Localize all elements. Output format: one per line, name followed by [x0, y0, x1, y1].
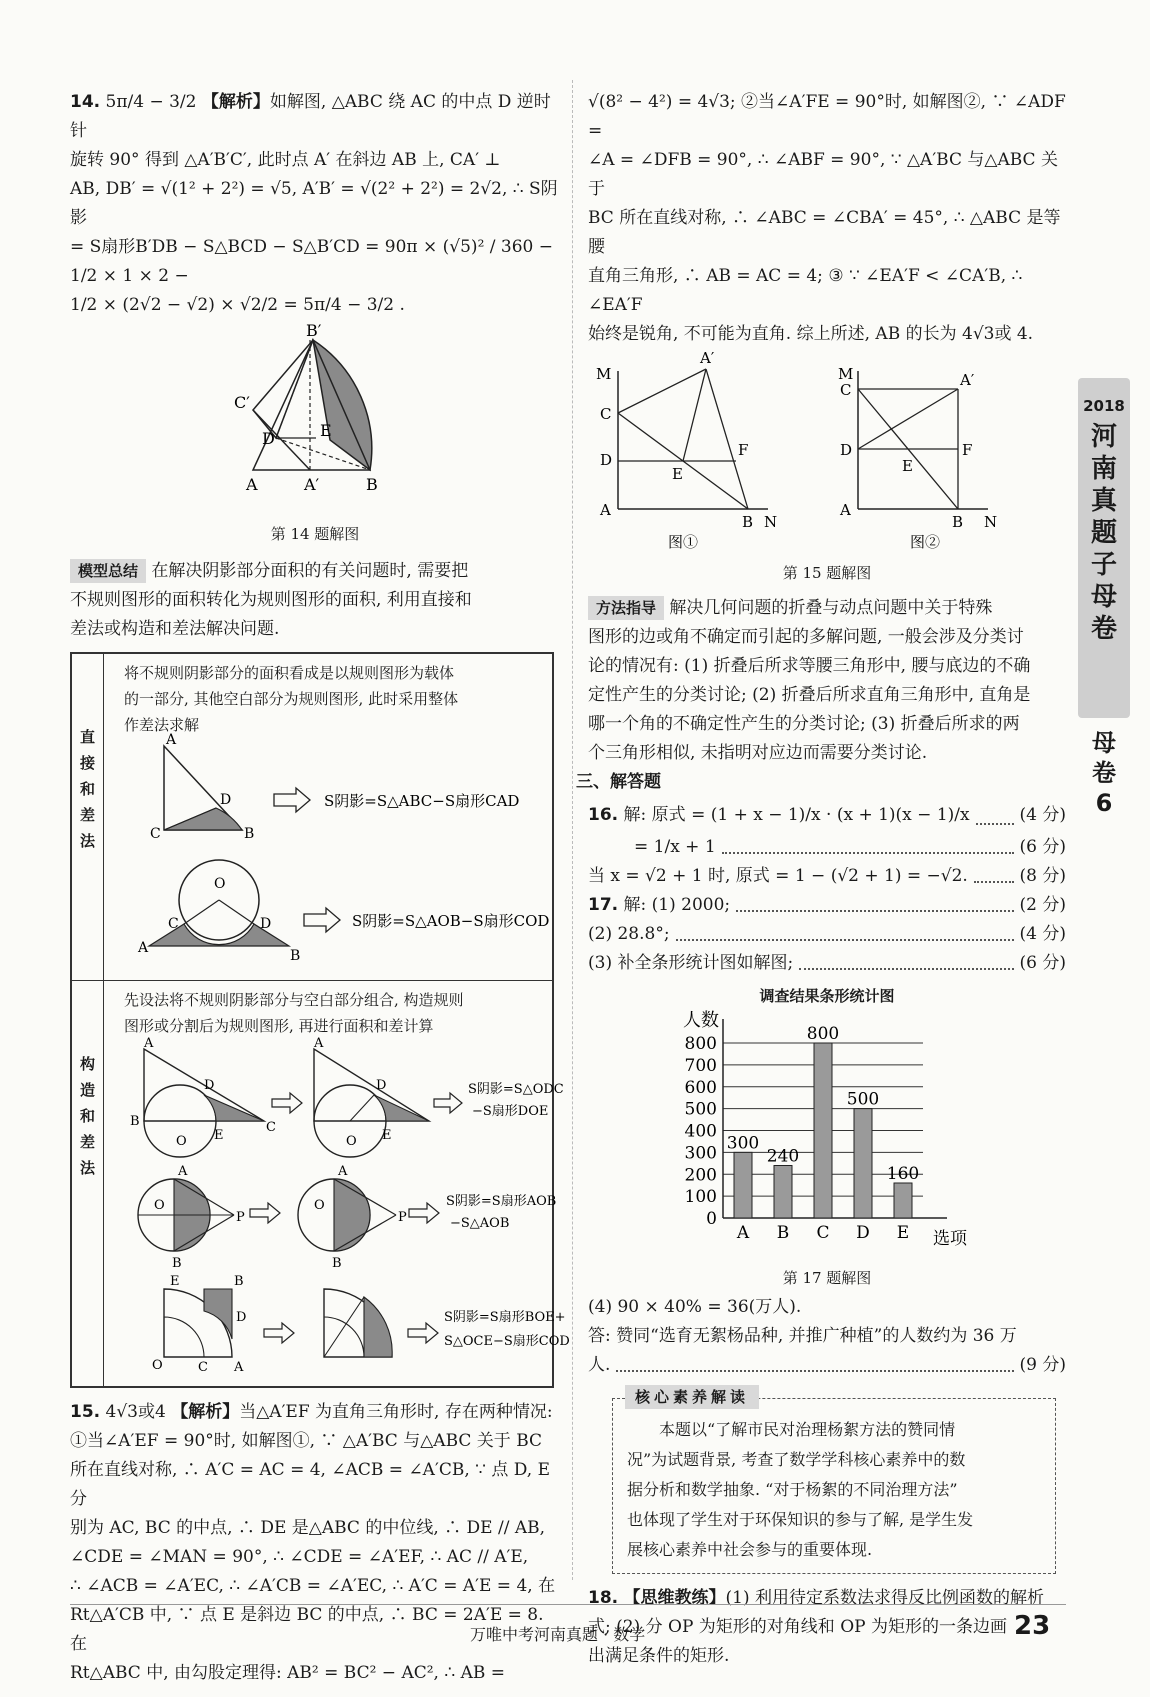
- q14-label-D: D: [262, 429, 275, 448]
- svg-text:D: D: [236, 1310, 247, 1325]
- chart-ytick-label: 0: [706, 1209, 717, 1229]
- row2-formula2a: S阴影=S扇形AOB: [446, 1194, 557, 1209]
- q16-score1: (4 分): [1019, 805, 1066, 825]
- method-text6: 个三角形相似, 未指明对应边而需要分类讨论.: [588, 743, 928, 763]
- q17-score6: (9 分): [1019, 1355, 1066, 1375]
- side-sub-char: 卷: [1092, 759, 1116, 787]
- core-text3: 据分析和数学抽象. “对于杨絮的不同治理方法”: [627, 1480, 958, 1499]
- chart-bar: [854, 1109, 872, 1218]
- svg-text:B: B: [952, 513, 964, 531]
- chart-ytick-label: 800: [684, 1034, 717, 1054]
- row1-formula1: S阴影=S△ABC−S扇形CAD: [324, 792, 520, 810]
- svg-text:N: N: [764, 513, 778, 531]
- svg-text:A: A: [314, 1036, 324, 1051]
- svg-text:O: O: [314, 1198, 325, 1213]
- core-text4: 也体现了学生对于环保知识的参与了解, 是学生发: [627, 1510, 974, 1529]
- svg-text:D: D: [220, 792, 232, 808]
- model-summary: [70, 557, 560, 644]
- svg-text:P: P: [236, 1210, 245, 1225]
- q15-line3: 所在直线对称, ∴ A′C = AC = 4, ∠ACB = ∠A′CB, ∵ 点 D, E 分: [70, 1460, 550, 1509]
- row2-formula1a: S阴影=S△ODC: [468, 1082, 564, 1097]
- model-summary-tag: 模型总结: [70, 559, 146, 583]
- svg-text:A′: A′: [960, 371, 975, 389]
- q17-score2: (4 分): [1019, 924, 1066, 944]
- svg-text:F: F: [738, 441, 749, 459]
- q17-caption: 第 17 题解图: [782, 1269, 872, 1287]
- q17-score1: (2 分): [1019, 895, 1066, 915]
- footer-brand: 万唯中考河南真题 · 数学: [470, 1625, 646, 1644]
- svg-text:D: D: [376, 1078, 387, 1093]
- svg-text:P: P: [398, 1210, 407, 1225]
- row1-label-char: 法: [79, 832, 95, 850]
- side-subtab: [1078, 728, 1130, 818]
- q17-number: 17.: [588, 895, 619, 915]
- chart-ytick-label: 700: [684, 1055, 717, 1076]
- svg-text:C: C: [840, 381, 852, 399]
- page-number: 23: [1014, 1611, 1051, 1641]
- chart-xtick-label: B: [776, 1223, 790, 1243]
- svg-text:B: B: [290, 948, 301, 964]
- row2-label-char: 和: [79, 1107, 95, 1125]
- chart-xtick-label: C: [816, 1223, 830, 1243]
- svg-text:O: O: [154, 1198, 165, 1213]
- q14-label-Cp: C′: [234, 393, 250, 412]
- q15-line8: Rt△ABC 中, 由勾股定理得: AB² = BC² − AC², ∴ AB =: [70, 1663, 506, 1683]
- svg-text:O: O: [152, 1358, 163, 1373]
- q17-line3: (3) 补全条形统计图如解图;: [588, 953, 794, 973]
- section-heading: 三、解答题: [576, 772, 661, 792]
- q17-line2: (2) 28.8°;: [588, 924, 670, 944]
- q14-figure: [70, 320, 560, 510]
- row1-formula2: S阴影=S△AOB−S扇形COD: [352, 912, 550, 930]
- method-text4: 定性产生的分类讨论; (2) 折叠后所求直角三角形中, 直角是: [588, 685, 1031, 705]
- q14-label-Ap: A′: [304, 475, 320, 494]
- svg-text:D: D: [600, 451, 613, 469]
- chart-data-label: 160: [886, 1164, 920, 1184]
- model-summary-text2: 不规则图形的面积转化为规则图形的面积, 利用直接和: [70, 590, 472, 610]
- chart-xtick-label: A: [736, 1223, 750, 1243]
- chart-ytick-label: 400: [684, 1121, 717, 1142]
- row2-label-char: 法: [79, 1159, 95, 1177]
- chart-data-label: 300: [726, 1133, 760, 1154]
- chart-bar: [814, 1043, 832, 1218]
- method-tag: 方法指导: [588, 596, 664, 620]
- q15-rline4: 直角三角形, ∴ AB = AC = 4; ③ ∵ ∠EA′F < ∠CA′B, ∴ ∠EA′F: [588, 266, 1023, 315]
- q15-rline5: 始终是锐角, 不可能为直角. 综上所述, AB 的长为 4√3或 4.: [588, 324, 1034, 344]
- q15-answer: 4√3或4: [105, 1402, 166, 1422]
- side-sub-char: 6: [1095, 789, 1113, 817]
- svg-text:E: E: [672, 465, 683, 483]
- row1-text3: 作差法求解: [124, 716, 200, 734]
- core-literacy-box: [612, 1388, 1056, 1574]
- side-title-char: 真: [1090, 486, 1117, 516]
- chart-bar: [894, 1183, 912, 1218]
- core-text2: 况”为试题背景, 考查了数学学科核心素养中的数: [627, 1450, 966, 1469]
- q17-score3: (6 分): [1019, 953, 1066, 973]
- side-title-char: 母: [1090, 582, 1117, 612]
- row2-label-char: 造: [79, 1081, 95, 1099]
- side-title-char: 题: [1090, 518, 1117, 548]
- row2-text1: 先设法将不规则阴影部分与空白部分组合, 构造规则: [124, 991, 464, 1009]
- column-divider: [572, 80, 573, 1580]
- svg-text:A: A: [178, 1164, 188, 1179]
- chart-xlabel: 选项: [933, 1229, 967, 1249]
- q18-line3: 出满足条件的矩形.: [588, 1646, 730, 1666]
- svg-text:E: E: [170, 1274, 180, 1289]
- row2-body: [104, 981, 570, 1388]
- q15-fig2-caption: 图②: [910, 533, 941, 551]
- side-title-char: 卷: [1090, 614, 1117, 644]
- row1-label-char: 接: [79, 754, 95, 772]
- q18-line1: (1) 利用待定系数法求得反比例函数的解析: [725, 1588, 1045, 1608]
- q16: [588, 797, 1066, 891]
- svg-text:B: B: [742, 513, 754, 531]
- model-summary-text1: 在解决阴影部分面积的有关问题时, 需要把: [151, 561, 469, 581]
- chart-ytick-label: 300: [684, 1143, 717, 1164]
- chart-ytick-label: 200: [684, 1165, 717, 1186]
- svg-text:O: O: [346, 1134, 357, 1149]
- row2-formula3b: S△OCE−S扇形COD: [444, 1334, 570, 1349]
- chart-ytick-label: 600: [684, 1077, 717, 1098]
- q16-line1: 解: 原式 = (1 + x − 1)/x · (x + 1)(x − 1)/x: [623, 805, 970, 825]
- q14-caption: 第 14 题解图: [270, 525, 360, 543]
- chart-xtick-label: D: [856, 1223, 870, 1243]
- row1-text1: 将不规则阴影部分的面积看成是以规则图形为载体: [124, 664, 455, 682]
- q15-rline1: √(8² − 4²) = 4√3; ②当∠A′FE = 90°时, 如解图②, ∵ ∠ADF =: [588, 92, 1066, 141]
- method-guide: [588, 594, 1066, 768]
- q14-line4: = S扇形B′DB − S△BCD − S△B′CD = 90π × (√5)² / 360 − 1/2 × 1 × 2 −: [70, 237, 554, 286]
- row1-label-char: 和: [79, 780, 95, 798]
- svg-text:D: D: [204, 1078, 215, 1093]
- chart-xtick-label: E: [896, 1223, 910, 1243]
- q14-line2: 旋转 90° 得到 △A′B′C′, 此时点 A′ 在斜边 AB 上, CA′ ⊥: [70, 150, 501, 170]
- q14: [70, 88, 560, 549]
- chart-data-label: 500: [846, 1089, 880, 1110]
- row2-figures: [124, 1036, 570, 1375]
- svg-text:A: A: [166, 732, 177, 748]
- q14-line3: AB, DB′ = √(1² + 2²) = √5, A′B′ = √(2² + 2²) = 2√2, ∴ S阴影: [70, 179, 558, 228]
- chart-ytick-label: 500: [684, 1099, 717, 1120]
- chart-bar: [774, 1166, 792, 1219]
- chart-ylabel: 人数: [683, 1010, 719, 1031]
- side-sub-char: 母: [1092, 729, 1116, 757]
- svg-text:A′: A′: [700, 349, 715, 367]
- row1-label: [71, 653, 104, 981]
- right-column: [576, 88, 1066, 1671]
- q17-line6: 人.: [588, 1355, 611, 1375]
- svg-text:C: C: [600, 405, 612, 423]
- chart-data-label: 800: [806, 1024, 840, 1044]
- q15-rline2: ∠A = ∠DFB = 90°, ∴ ∠ABF = 90°, ∵ △A′BC 与△ABC 关于: [588, 150, 1058, 199]
- svg-text:B: B: [130, 1114, 140, 1129]
- q14-tag: 【解析】: [201, 92, 270, 112]
- footer: [0, 1612, 1150, 1652]
- svg-text:D: D: [840, 441, 853, 459]
- bar-chart: [588, 978, 1066, 1270]
- svg-text:C: C: [198, 1360, 208, 1375]
- method-text1: 解决几何问题的折叠与动点问题中关于特殊: [669, 598, 993, 618]
- svg-text:A: A: [234, 1360, 244, 1375]
- q15-figures: [588, 349, 1066, 549]
- q14-line5: 1/2 × (2√2 − √2) × √2/2 = 5π/4 − 3/2 .: [70, 295, 405, 315]
- svg-text:D: D: [260, 916, 272, 932]
- row1-label-char: 差: [79, 806, 95, 824]
- row2-formula1b: −S扇形DOE: [472, 1104, 549, 1119]
- q15-rline3: BC 所在直线对称, ∴ ∠ABC = ∠CBA′ = 45°, ∴ △ABC 是等腰: [588, 208, 1061, 257]
- q15-line2: ①当∠A′EF = 90°时, 如解图①, ∵ △A′BC 与△ABC 关于 BC: [70, 1431, 543, 1451]
- q17-line1: 解: (1) 2000;: [623, 895, 731, 915]
- q16-line3: 当 x = √2 + 1 时, 原式 = 1 − (√2 + 1) = −√2.: [588, 866, 968, 886]
- chart-svg: [588, 1008, 1066, 1270]
- q14-label-A: A: [246, 475, 258, 494]
- q16-score3: (8 分): [1019, 866, 1066, 886]
- q17: [588, 891, 1066, 1380]
- svg-text:A: A: [840, 501, 851, 519]
- row1-body: [104, 653, 554, 981]
- row2-formula2b: −S△AOB: [450, 1216, 510, 1231]
- q18-line2: 式; (2) 分 OP 为矩形的对角线和 OP 为矩形的一条边画: [588, 1617, 1007, 1637]
- row2-text2: 图形或分割后为规则图形, 再进行面积和差计算: [124, 1017, 434, 1035]
- svg-text:A: A: [600, 501, 611, 519]
- q14-number: 14.: [70, 92, 101, 112]
- q18-number: 18.: [588, 1588, 619, 1608]
- svg-text:O: O: [214, 876, 226, 892]
- q14-label-Bp: B′: [306, 321, 322, 340]
- svg-text:A: A: [338, 1164, 348, 1179]
- q15-line4: 别为 AC, BC 的中点, ∴ DE 是△ABC 的中位线, ∴ DE // AB,: [70, 1518, 546, 1538]
- method-table: [70, 652, 570, 1388]
- q15-number: 15.: [70, 1402, 101, 1422]
- core-text1: 本题以“了解市民对治理杨絮方法的赞同情: [659, 1420, 956, 1439]
- method-text2: 图形的边或角不确定而引起的多解问题, 一般会涉及分类讨: [588, 627, 1024, 647]
- svg-text:E: E: [214, 1128, 224, 1143]
- footer-rule: [70, 1604, 1066, 1605]
- chart-bar: [734, 1152, 752, 1218]
- q17-line5: 答: 赞同“选育无絮杨品种, 并推广种植”的人数约为 36 万: [588, 1326, 1017, 1346]
- svg-text:F: F: [962, 441, 973, 459]
- core-title: 核心素养解读: [625, 1385, 759, 1409]
- row2-label-char: 构: [79, 1055, 95, 1073]
- svg-text:M: M: [838, 365, 854, 383]
- q17-line4: (4) 90 × 40% = 36(万人).: [588, 1297, 802, 1317]
- row1-figures: [124, 732, 550, 968]
- row2-formula3a: S阴影=S扇形BOE+: [444, 1310, 566, 1325]
- chart-title: 调查结果条形统计图: [759, 987, 895, 1005]
- side-title-char: 南: [1090, 454, 1117, 484]
- q14-answer: 5π/4 − 3/2: [105, 92, 197, 112]
- q18-tag: 【思维教练】: [623, 1588, 726, 1608]
- q15-line6: ∴ ∠ACB = ∠A′EC, ∴ ∠A′CB = ∠A′EC, ∴ A′C = A′E = 4, 在: [70, 1576, 556, 1596]
- method-text5: 哪一个角的不确定性产生的分类讨论; (3) 折叠后所求的两: [588, 714, 1020, 734]
- svg-text:E: E: [382, 1128, 392, 1143]
- q15-caption: 第 15 题解图: [782, 564, 872, 582]
- q14-line1: 如解图, △ABC 绕 AC 的中点 D 逆时针: [70, 92, 551, 141]
- svg-text:C: C: [168, 916, 179, 932]
- row2-label-char: 差: [79, 1133, 95, 1151]
- method-text3: 论的情况有: (1) 折叠后所求等腰三角形中, 腰与底边的不确: [588, 656, 1031, 676]
- svg-text:B: B: [244, 826, 255, 842]
- svg-text:A: A: [144, 1036, 154, 1051]
- row1-label-char: 直: [79, 728, 95, 746]
- left-column: [70, 88, 570, 1688]
- q15-line5: ∠CDE = ∠MAN = 90°, ∴ ∠CDE = ∠A′EF, ∴ AC // A′E,: [70, 1547, 529, 1567]
- svg-text:A: A: [138, 940, 149, 956]
- q15-line7: Rt△A′CB 中, ∵ 点 E 是斜边 BC 的中点, ∴ BC = 2A′E = 8. 在: [70, 1605, 544, 1654]
- svg-text:M: M: [596, 365, 612, 383]
- row2-label: [71, 981, 104, 1388]
- svg-text:C: C: [150, 826, 161, 842]
- core-text5: 展核心素养中社会参与的重要体现.: [627, 1540, 873, 1559]
- svg-text:B: B: [172, 1256, 182, 1271]
- svg-text:N: N: [984, 513, 998, 531]
- svg-text:B: B: [234, 1274, 244, 1289]
- svg-text:O: O: [176, 1134, 187, 1149]
- q14-label-E: E: [320, 421, 332, 440]
- model-summary-text3: 差法或构造和差法解决问题.: [70, 619, 280, 639]
- q16-line2: = 1/x + 1: [634, 837, 716, 857]
- q15-fig1-caption: 图①: [668, 533, 699, 551]
- svg-text:E: E: [902, 457, 913, 475]
- q15-tag: 【解析】: [171, 1402, 240, 1422]
- q14-label-B: B: [366, 475, 378, 494]
- side-tab: [1078, 378, 1130, 718]
- q16-number: 16.: [588, 805, 619, 825]
- q16-score2: (6 分): [1019, 837, 1066, 857]
- side-year: 2018: [1083, 397, 1125, 415]
- row1-text2: 的一部分, 其他空白部分为规则图形, 此时采用整体: [124, 690, 459, 708]
- side-title-char: 子: [1090, 550, 1117, 580]
- chart-data-label: 240: [766, 1146, 800, 1167]
- chart-ytick-label: 100: [684, 1187, 717, 1208]
- q15-line1: 当△A′EF 为直角三角形时, 存在两种情况:: [239, 1402, 553, 1422]
- svg-text:C: C: [266, 1120, 276, 1135]
- side-title-char: 河: [1090, 422, 1117, 452]
- svg-text:B: B: [332, 1256, 342, 1271]
